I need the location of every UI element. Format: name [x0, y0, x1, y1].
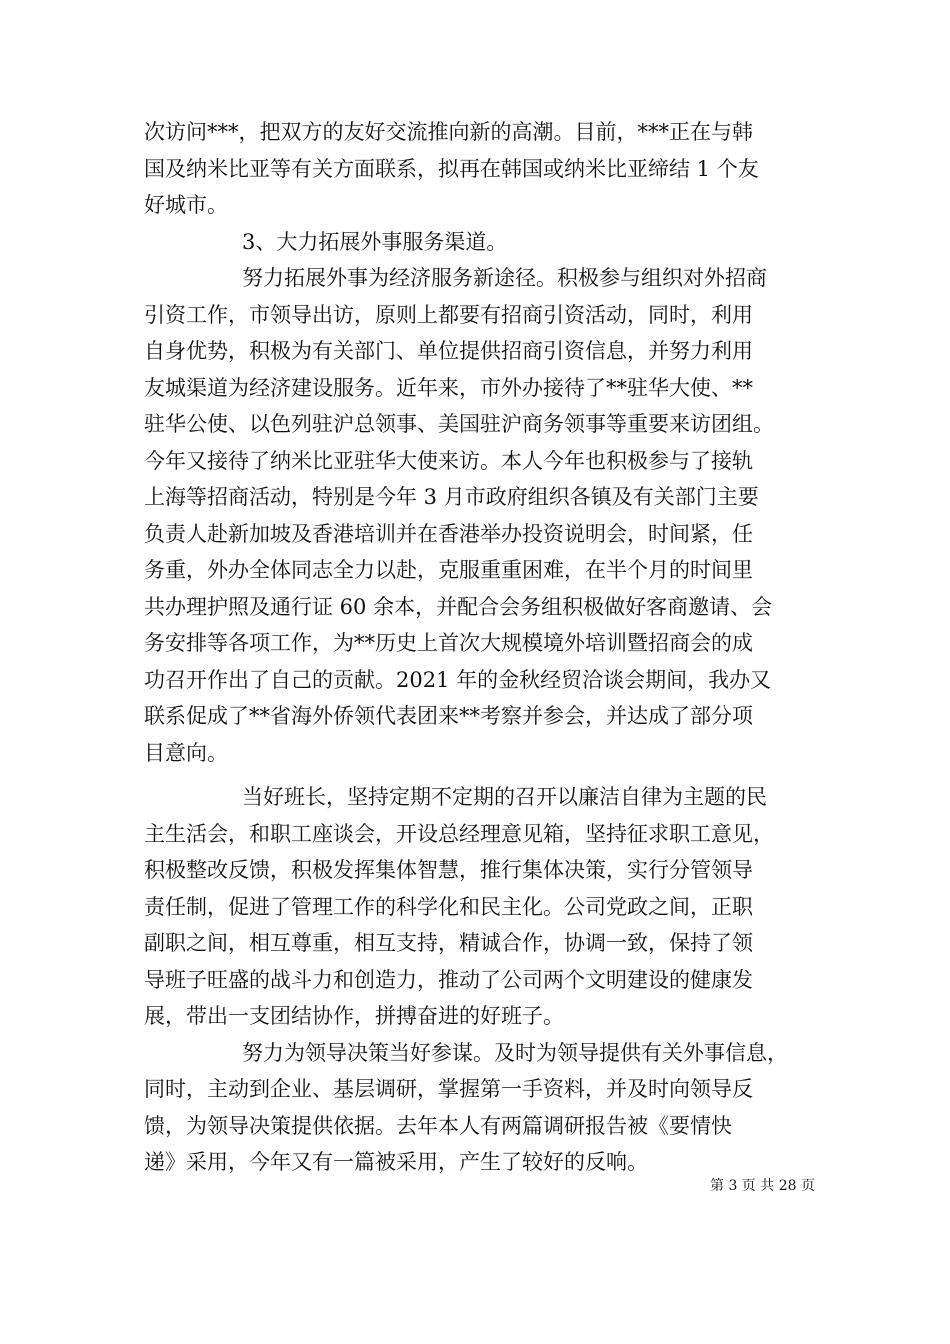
text-line: 努力拓展外事为经济服务新途径。积极参与组织对外招商	[242, 266, 767, 290]
text-line: 国及纳米比亚等有关方面联系，拟再在韩国或纳米比亚缔结 1 个友	[144, 156, 759, 181]
text-line: 好城市。	[144, 193, 228, 217]
paragraph	[144, 779, 820, 1035]
text-line: 引资工作，市领导出访，原则上都要有招商引资活动，同时，利用	[144, 302, 753, 327]
paragraph	[144, 114, 820, 224]
text-line: 递》采用，今年又有一篇被采用，产生了较好的反响。	[144, 1150, 648, 1174]
text-line: 共办理护照及通行证 60 余本，并配合会务组积极做好客商邀请、会	[144, 594, 773, 619]
text-line: 目意向。	[144, 740, 228, 765]
paragraph	[144, 260, 820, 771]
text-line: 积极整改反馈，积极发挥集体智慧，推行集体决策，实行分管领导	[144, 858, 753, 882]
text-line: 功召开作出了自己的贡献。2021 年的金秋经贸洽谈会期间，我办又	[144, 667, 772, 692]
text-line: 馈，为领导决策提供依据。去年本人有两篇调研报告被《要情快	[144, 1113, 732, 1138]
text-line: 上海等招商活动，特别是今年 3 月市政府组织各镇及有关部门主要	[144, 485, 759, 509]
text-line: 副职之间，相互尊重，相互支持，精诚合作，协调一致，保持了领	[144, 931, 753, 955]
page-number: 第 3 页 共 28 页	[710, 1178, 815, 1194]
text-line: 主生活会，和职工座谈会，开设总经理意见箱，坚持征求职工意见，	[144, 821, 774, 846]
text-line: 导班子旺盛的战斗力和创造力，推动了公司两个文明建设的健康发	[144, 967, 753, 992]
text-line: 努力为领导决策当好参谋。及时为领导提供有关外事信息，	[242, 1040, 788, 1065]
section-heading	[144, 224, 820, 261]
document-body	[144, 114, 820, 1181]
text-line: 自身优势，积极为有关部门、单位提供招商引资信息，并努力利用	[144, 339, 753, 363]
text-line: 负责人赴新加坡及香港培训并在香港举办投资说明会，时间紧，任	[144, 521, 753, 546]
text-line: 展，带出一支团结协作，拼搏奋进的好班子。	[144, 1004, 564, 1028]
text-line: 友城渠道为经济建设服务。近年来，市外办接待了**驻华大使、**	[144, 375, 753, 400]
text-line: 驻华公使、以色列驻沪总领事、美国驻沪商务领事等重要来访团组。	[144, 412, 774, 436]
text-line: 务重，外办全体同志全力以赴，克服重重困难，在半个月的时间里	[144, 558, 753, 582]
text-line: 联系促成了**省海外侨领代表团来**考察并参会，并达成了部分项	[144, 704, 753, 728]
text-line: 次访问***，把双方的友好交流推向新的高潮。目前，***正在与韩	[144, 120, 753, 144]
text-line: 当好班长，坚持定期不定期的召开以廉洁自律为主题的民	[242, 785, 767, 809]
text-line: 责任制，促进了管理工作的科学化和民主化。公司党政之间，正职	[144, 894, 753, 919]
paragraph-spacer	[144, 771, 820, 779]
text-line: 同时，主动到企业、基层调研，掌握第一手资料，并及时向领导反	[144, 1077, 753, 1101]
text-line: 3、大力拓展外事服务渠道。	[242, 229, 508, 254]
paragraph	[144, 1035, 820, 1181]
text-line: 今年又接待了纳米比亚驻华大使来访。本人今年也积极参与了接轨	[144, 448, 753, 473]
text-line: 务安排等各项工作，为**历史上首次大规模境外培训暨招商会的成	[144, 631, 753, 655]
